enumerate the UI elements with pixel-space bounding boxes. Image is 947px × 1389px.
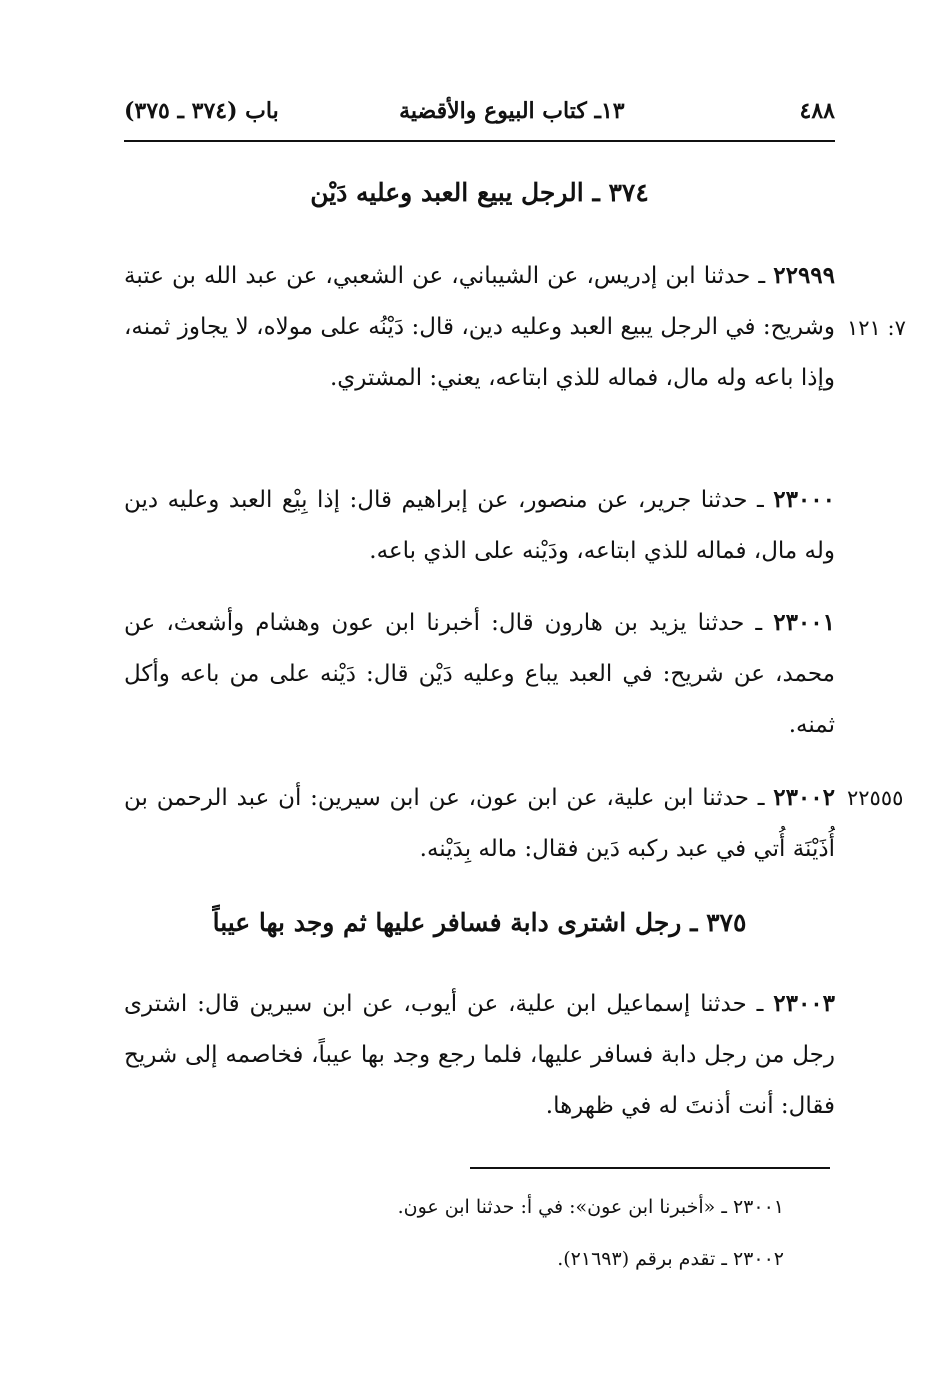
section-heading: ٣٧٤ ـ الرجل يبيع العبد وعليه دَيْن [310,178,649,207]
hadith-number: ٢٢٩٩٩ [773,262,836,289]
hadith-text: ـ حدثنا ابن إدريس، عن الشيباني، عن الشعبي، عن عبد الله بن عتبة وشريح: في الرجل يبيع العبد وعليه دين، قال: دَيْنُه على مولاه، لا يجاوز ثمنه، وإذا باعه وله مال، فماله للذي ابتاعه، يعني: المشتري. [124,263,835,391]
page-number: ٤٨٨ [799,98,835,124]
footnote-rule [470,1167,830,1169]
hadith-paragraph [124,474,835,577]
hadith-paragraph [124,772,835,875]
hadith-number: ٢٣٠٠٠ [773,486,835,513]
section-heading: ٣٧٥ ـ رجل اشترى دابة فسافر عليها ثم وجد بها عيباً [212,908,747,937]
book-title: ١٣ـ كتاب البيوع والأقضية [399,98,625,124]
footnote: ٢٣٠٠٢ ـ تقدم برقم (٢١٦٩٣). [557,1248,784,1270]
hadith-number: ٢٣٠٠٣ [773,990,836,1017]
hadith-text: ـ حدثنا إسماعيل ابن علية، عن أيوب، عن ابن سيرين قال: اشترى رجل من رجل دابة فسافر عليها، فلما رجع وجد بها عيباً، فخاصمه إلى شريح فقال: أنت أذنتَ له في ظهرها. [124,991,835,1119]
page-header [124,92,835,130]
hadith-text: ـ حدثنا يزيد بن هارون قال: أخبرنا ابن عون وهشام وأشعث، عن محمد، عن شريح: في العبد يباع وعليه دَيْن قال: دَيْنه على من باعه وأكل ثمنه. [124,610,835,738]
chapter-range: باب (٣٧٤ ـ ٣٧٥) [124,98,279,124]
hadith-text: ـ حدثنا جرير، عن منصور، عن إبراهيم قال: إذا بِيْع العبد وعليه دين وله مال، فماله للذي ابتاعه، ودَيْنه على الذي باعه. [124,487,835,564]
footnote: ٢٣٠٠١ ـ «أخبرنا ابن عون»: في أ: حدثنا ابن عون. [397,1196,784,1218]
hadith-text: ـ حدثنا ابن علية، عن ابن عون، عن ابن سيرين: أن عبد الرحمن بن أُذَيْنَة أُتي في عبد ركبه دَين فقال: ماله بِدَيْنه. [124,785,835,862]
hadith-number: ٢٣٠٠١ [773,609,835,636]
hadith-paragraph [124,978,835,1132]
margin-reference: ٧: ١٢١ [847,316,906,340]
header-rule [124,140,835,142]
margin-reference: ٢٢٥٥٥ [847,786,904,810]
hadith-number: ٢٣٠٠٢ [773,784,835,811]
hadith-paragraph [124,250,835,404]
hadith-paragraph [124,597,835,751]
